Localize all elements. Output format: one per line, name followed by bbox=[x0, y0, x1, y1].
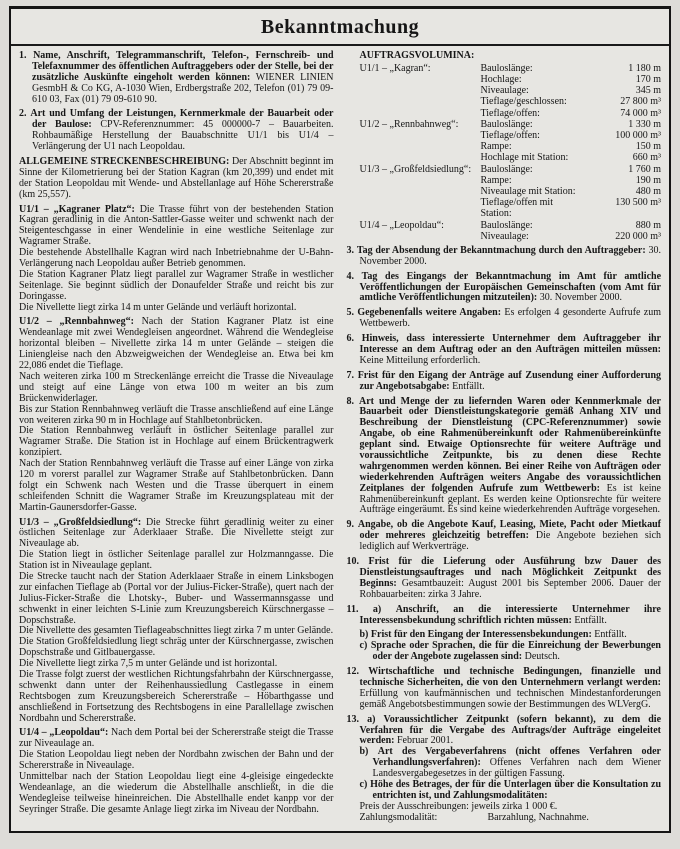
notice-item-10 bbox=[347, 557, 662, 601]
volume-row bbox=[360, 152, 662, 163]
u1-2-lead-text: Nach der Station Kagraner Platz ist eine Wendeanlage mit zwei Wendegleisen angeordnet. Während die Wendegleise horizontal bleiben – Nivellette zirka 14 m unter Gelände – steigen die Liniengleise nach den Abzweigweichen der Wendegleise an. Etwa bei km 22,086 endet die Tieflage. bbox=[19, 316, 334, 372]
volume-metric-label: Rampe: bbox=[480, 141, 512, 153]
item-6-number: 6. bbox=[346, 333, 354, 345]
volume-value: 880 m bbox=[635, 219, 661, 231]
u1-2-heading: U1/2 – „Rennbahnweg“: bbox=[19, 316, 134, 328]
u1-3-heading: U1/3 – „Großfeldsiedlung“: bbox=[19, 516, 142, 528]
u1-3-paragraph: Die Trasse folgt zuerst der westlichen Richtungsfahrbahn der Kürschnergasse, schwenkt dann unter der Reihenhaussiedlung Castlegasse in einem Rechtsbogen zum Kreuzungsbereich Schererstraße – Höbarthgasse und anschließend in Fortsetzung des Rechtsbogens in eine Parallellage zwischen Nordbahn und Schererstraße. bbox=[19, 668, 334, 724]
item-4-label: Tag des Eingangs der Bekanntmachung im Amt für amtliche Veröffentlichungen der Europäischen Gemeinschaften (vom Amt für amtliche Veröffentlichungen mitzuteilen): bbox=[359, 270, 662, 304]
notice-item-7 bbox=[347, 371, 662, 393]
notice-item-11c bbox=[347, 641, 662, 663]
u1-3-paragraph: Die Nivellette liegt zirka 7,5 m unter Gelände und ist horizontal. bbox=[19, 658, 278, 670]
notice-item-8 bbox=[347, 397, 662, 517]
volume-value: 190 m bbox=[635, 174, 661, 186]
volume-value: 660 m³ bbox=[632, 152, 661, 164]
item-5-number: 5. bbox=[346, 307, 354, 319]
u1-4-paragraph: Die Station Leopoldau liegt neben der Nordbahn zwischen der Bahn und der Schererstraße in Niveaulage. bbox=[19, 749, 334, 772]
item-11c-letter: c) bbox=[359, 640, 368, 652]
volume-value: 74 000 m³ bbox=[620, 107, 661, 119]
item-11a-letter: a) bbox=[372, 603, 382, 615]
item-10-value: Gesamtbauzeit: August 2001 bis September 2006. Dauer der Rohbauarbeiten: zirka 3 Jahre. bbox=[359, 577, 661, 600]
volume-metric-label: Rampe: bbox=[480, 174, 512, 186]
u1-1-heading: U1/1 – „Kagraner Platz“: bbox=[19, 203, 135, 215]
volume-row bbox=[360, 74, 662, 85]
u1-4-paragraph: Unmittelbar nach der Station Leopoldau liegt eine 4-gleisige eingedeckte Wendeanlage, an die wiederum die Abstellhalle anschließt, in die die Wendegleise teilweise hineinreichen. Die Abstellhalle endet kanpp vor der Seyringer Straße. Die gesamte Anlage liegt zirka im Niveau der Nordbahn. bbox=[19, 771, 334, 815]
volume-section-label bbox=[360, 108, 481, 119]
item-8-label: Art und Menge der zu liefernden Waren oder Kennmerkmale der Bauarbeit oder Dienstleistungskategorie gemäß Anhang XIV und Beschreibung der Dienstleistung (CPC-Referenznummer) sowie Angabe, ob eine Rahmenübereinkunft oder Rahmenübereinkünfte geplant sind. Etwaige Optionsrechte für weitere Aufträge und voraussichtliche Zeitpunkte, bis zu denen diese Rechte wahrgenommen werden können. Bei einer Reihe von Aufträgen oder wiederkehrenden Aufträgen weiters Angabe des voraussichtlichen Zeitplanes der folgenden Aufrufe zum Wettbewerb: bbox=[359, 395, 661, 494]
u1-1-paragraph: Die bestehende Abstellhalle Kagran wird nach Inbetriebnahme der U-Bahn-Verlängerung nach Leopoldau außer Betrieb genommen. bbox=[19, 247, 334, 270]
notice-item-9 bbox=[347, 520, 662, 553]
payment-value: Barzahlung, Nachnahme. bbox=[487, 811, 589, 823]
item-13a-label: Voraussichtlicher Zeitpunkt (sofern bekannt), zu dem die Verfahren für die Vergabe des Auftrags/der Aufträge eingeleitet werden: bbox=[359, 713, 662, 747]
item-6-value: Keine Mitteilung erforderlich. bbox=[359, 354, 481, 366]
section-u1-4 bbox=[19, 728, 334, 815]
item-8-number: 8. bbox=[346, 395, 354, 407]
u1-4-lead-text: Nach dem Portal bei der Schererstraße steigt die Trasse zur Niveaulage an. bbox=[19, 727, 334, 750]
item-11c-label: Sprache oder Sprachen, die für die Einreichung der Bewerbungen oder der Angebote zugelassen sind: bbox=[370, 640, 661, 663]
volume-metric-label: Hochlage: bbox=[480, 74, 522, 86]
item-5-label: Gegebenenfalls weitere Angaben: bbox=[357, 307, 502, 319]
volume-section-label bbox=[360, 186, 481, 197]
payment-row bbox=[347, 813, 662, 824]
section-general-description bbox=[19, 157, 334, 201]
item-13-number: 13. bbox=[346, 713, 359, 725]
item-12-label: Wirtschaftliche und technische Bedingungen, finanzielle und technische Sicherheiten, die von den Unternehmern verlangt werden: bbox=[359, 666, 661, 688]
volume-section-label: U1/1 – „Kagran“: bbox=[359, 62, 431, 74]
u1-3-paragraph: Die Nivellette des gesamten Tieflageabschnittes liegt zirka 7 m unter Gelände. bbox=[19, 625, 334, 637]
volume-value: 170 m bbox=[635, 74, 661, 86]
volume-row bbox=[360, 108, 662, 119]
u1-1-paragraph: Die Nivellette liegt zirka 14 m unter Gelände und verläuft horizontal. bbox=[19, 301, 297, 313]
item-11b-letter: b) bbox=[359, 629, 369, 641]
volume-metric-label: Bauloslänge: bbox=[480, 163, 533, 175]
item-2-value: CPV-Referenznummer: 45 000000-7 – Bauarbeiten. Rohbaumäßige Herstellung der Bauabschnitte U1/1 bis U1/4 – Verlängerung der U1 nach Leopoldau. bbox=[32, 119, 334, 153]
volume-metric-label: Bauloslänge: bbox=[480, 62, 533, 74]
notice-item-11 bbox=[347, 605, 662, 627]
section-u1-1 bbox=[19, 205, 334, 314]
tender-price-line: Preis der Ausschreibungen: jeweils zirka 1 000 €. bbox=[359, 800, 558, 812]
volume-section-label bbox=[360, 130, 481, 141]
payment-label: Zahlungsmodalität: bbox=[359, 811, 438, 823]
volume-metric-label: Tieflage/offen: bbox=[480, 130, 540, 142]
volume-section-label bbox=[360, 175, 481, 186]
item-2-number: 2. bbox=[19, 108, 27, 120]
volume-metric-label: Tieflage/geschlossen: bbox=[480, 96, 567, 108]
u1-2-paragraph: Die Station Rennbahnweg verläuft in östlicher Seitenlage parallel zur Wagramer Straße. Die Station ist in Hochlage auf einem Brückentragwerk konzipiert. bbox=[19, 425, 334, 459]
right-column bbox=[347, 51, 662, 824]
item-1-label: Name, Anschrift, Telegrammanschrift, Telefon-, Fernschreib- und Telefaxnummer des öffentlichen Auftraggebers oder der Stelle, bei der zusätzliche Auskünfte eingeholt werden können: bbox=[32, 50, 334, 83]
volume-value: 150 m bbox=[635, 141, 661, 153]
item-11a-label: Anschrift, an die interessierte Unternehmer ihre Interessensbekundung schriftlich richten müssen: bbox=[359, 603, 661, 626]
volume-value: 1 760 m bbox=[628, 163, 661, 175]
u1-3-paragraph: Die Strecke taucht nach der Station Aderklaaer Straße in einem Linksbogen zur einfachen Tieflage ab (Portal vor der Julius-Ficker-Straße), quert nach der Julius-Ficker-Straße die Lhotsky-, Buber- und Wassermannsgasse und schwenkt in einer leichten S-Linie zum Kreuzungsbereich Kürschnergasse – Dopschstraße. bbox=[19, 570, 334, 626]
item-7-number: 7. bbox=[346, 369, 354, 381]
volume-row bbox=[360, 164, 662, 175]
item-13b-value: Offenes Verfahren nach dem Wiener Landesvergabegesetzes in der gültigen Fassung. bbox=[372, 757, 661, 780]
volume-row bbox=[360, 130, 662, 141]
item-7-label: Frist für den Eigang der Anträge auf Zusendung einer Aufforderung zur Angebotsabgabe: bbox=[357, 369, 662, 392]
item-3-number: 3. bbox=[346, 244, 354, 256]
volume-section-label bbox=[360, 74, 481, 85]
volume-metric-label: Niveaulage: bbox=[480, 230, 529, 242]
item-13c-letter: c) bbox=[359, 778, 368, 790]
volume-section-label: U1/3 – „Großfeldsiedlung“: bbox=[359, 163, 472, 175]
volume-value: 27 800 m³ bbox=[620, 96, 661, 108]
section-u1-2 bbox=[19, 317, 334, 513]
volume-section-label bbox=[360, 197, 481, 219]
content-columns bbox=[11, 46, 669, 824]
item-11b-value: Entfällt. bbox=[594, 629, 627, 641]
volume-section-label bbox=[360, 96, 481, 107]
item-11c-value: Deutsch. bbox=[524, 651, 560, 663]
volume-section-label bbox=[360, 231, 481, 242]
u1-2-paragraph: Bis zur Station Rennbahnweg verläuft die Trasse anschließend auf eine Länge von weiteren zirka 90 m in Hochlage auf Stahlbetonbrücken. bbox=[19, 403, 334, 426]
volume-row bbox=[360, 175, 662, 186]
item-1-value: WIENER LINIEN GesmbH & Co KG, A-1030 Wien, Erdbergstraße 202, Telefon (01) 79 09-610 03, Fax (01) 79 09-610 90. bbox=[32, 71, 334, 105]
u1-4-lead bbox=[19, 728, 334, 750]
u1-1-lead-text: Die Trasse führt von der bestehenden Station Kagran geradlinig in die Anton-Sattler-Gasse weiter und schwenkt nach der Steigenteschgasse in einer Wendelinie in eine westliche Seitenlage zur Wagramer Straße. bbox=[19, 203, 334, 248]
u1-3-paragraph: Die Station liegt in östlicher Seitenlage parallel zur Holzmanngasse. Die Station ist in Niveaulage geplant. bbox=[19, 549, 334, 572]
volume-value: 480 m bbox=[635, 185, 661, 197]
left-column bbox=[19, 51, 334, 824]
notice-item-13c bbox=[347, 780, 662, 802]
volume-section-label bbox=[360, 152, 481, 163]
item-12-value: Erfüllung von kaufmännischen und technischen Mindestanforderungen gemäß Angebotsbestimmungen sowie der Bestimmungen des WLVergG. bbox=[359, 687, 661, 710]
item-3-value: 30. November 2000. bbox=[359, 244, 662, 267]
notice-item-3 bbox=[347, 246, 662, 268]
item-1-number: 1. bbox=[19, 50, 27, 61]
volume-value: 100 000 m³ bbox=[615, 130, 661, 142]
item-6-label: Hinweis, dass interessierte Unternehmer dem Auftraggeber ihr Interesse an dem Auftrag oder an den Aufträgen mitteilen müssen: bbox=[359, 333, 661, 356]
volume-row bbox=[360, 96, 662, 107]
volume-value: 1 180 m bbox=[628, 62, 661, 74]
item-2-label: Art und Umfang der Leistungen, Kernmerkmale der Bauarbeit oder der Baulose: bbox=[30, 108, 334, 131]
volume-row bbox=[360, 63, 662, 74]
item-7-value: Entfällt. bbox=[452, 380, 485, 392]
notice-item-5 bbox=[347, 308, 662, 330]
volume-row bbox=[360, 220, 662, 231]
general-description-heading: ALLGEMEINE STRECKENBESCHREIBUNG: bbox=[19, 156, 230, 168]
volume-metric-label: Tieflage/offen: bbox=[480, 107, 540, 119]
item-13a-letter: a) bbox=[367, 713, 376, 725]
item-11b-label: Frist für den Eingang der Interessensbekundungen: bbox=[370, 629, 592, 641]
general-description-text: Der Abschnitt beginnt im Sinne der Kilometrierung bei der Station Kagran (km 20,399) und endet mit der Station Leopoldau mit Wende- und Abstellanlage auf Höhe Schererstraße (km 25,557). bbox=[19, 156, 334, 200]
item-13b-letter: b) bbox=[359, 746, 369, 758]
u1-3-lead-text: Die Strecke führt geradlinig weiter zu einer östlichen Seitenlage zur Aderklaaer Straße. Die Nivellette steigt zur Niveaulage ab. bbox=[19, 516, 334, 550]
volume-row bbox=[360, 141, 662, 152]
item-13b-label: Art des Vergabeverfahrens (nicht offenes Verfahren oder Verhandlungsverfahren): bbox=[372, 746, 662, 769]
item-10-label: Frist für die Lieferung oder Ausführung bzw Dauer des Dienstleistungsauftrages und nach Möglichkeit Zeitpunkt des Beginns: bbox=[359, 556, 661, 589]
volumes-table bbox=[360, 63, 662, 242]
u1-1-paragraph: Die Station Kagraner Platz liegt parallel zur Wagramer Straße in westlicher Seitenlage. Sie beginnt südlich der Donaufelder Straße und reicht bis zur Doringasse. bbox=[19, 268, 334, 302]
u1-2-paragraph: Nach der Station Rennbahnweg verläuft die Trasse auf einer Länge von zirka 120 m vorerst parallel zur Wagramer Straße auf Stahlbetonbrücken. Dann folgt ein Schwenk nach Westen und die Trasse überquert in einem schleifenden Schnitt die Wagramer Straße im Kreuzungsplateau mit der Martin-Gaunersdorfer-Gasse. bbox=[19, 458, 334, 513]
volume-section-label: U1/2 – „Rennbahnweg“: bbox=[359, 118, 459, 130]
volume-value: 130 500 m³ bbox=[615, 197, 661, 209]
volume-row bbox=[360, 119, 662, 130]
notice-item-1 bbox=[19, 51, 334, 105]
item-4-number: 4. bbox=[346, 270, 354, 282]
page-title: Bekanntmachung bbox=[11, 9, 669, 46]
item-13c-label: Höhe des Betrages, der für die Unterlagen über die Konsultation zu entrichten ist, und Zahlungsmodalitäten: bbox=[370, 778, 662, 801]
volume-metric-label: Niveaulage: bbox=[480, 85, 529, 97]
notice-item-4 bbox=[347, 272, 662, 305]
u1-2-paragraph: Nach weiteren zirka 100 m Streckenlänge erreicht die Trasse die Niveaulage und steigt auf eine Länge von etwa 100 m weiter an bis zum Brückenwiderlager. bbox=[19, 370, 334, 404]
volume-section-label bbox=[360, 141, 481, 152]
volume-section-label: U1/4 – „Leopoldau“: bbox=[359, 219, 444, 231]
notice-item-13 bbox=[347, 715, 662, 748]
u1-1-lead bbox=[19, 205, 334, 249]
item-11-number: 11. bbox=[346, 603, 359, 615]
volume-row bbox=[360, 197, 662, 219]
volume-metric-label: Bauloslänge: bbox=[480, 219, 533, 231]
notice-item-13b bbox=[347, 747, 662, 780]
general-description-lead bbox=[19, 157, 334, 201]
item-4-value: 30. November 2000. bbox=[539, 292, 622, 304]
volume-row bbox=[360, 231, 662, 242]
section-u1-3 bbox=[19, 518, 334, 725]
u1-3-paragraph: Die Station Großfeldsiedlung liegt schräg unter der Kürschnergasse, zwischen Dopschstraße und Gitlbauergasse. bbox=[19, 636, 334, 659]
volume-value: 1 330 m bbox=[628, 118, 661, 130]
item-11a-value: Entfällt. bbox=[574, 614, 607, 626]
item-3-label: Tag der Absendung der Bekanntmachung durch den Auftraggeber: bbox=[356, 244, 646, 256]
volume-metric-label: Hochlage mit Station: bbox=[480, 152, 569, 164]
u1-3-lead bbox=[19, 518, 334, 551]
item-13a-value: Februar 2001. bbox=[397, 735, 454, 747]
item-9-value: Die Angebote beziehen sich lediglich auf Werkverträge. bbox=[359, 530, 662, 553]
u1-2-lead bbox=[19, 317, 334, 371]
notice-item-2 bbox=[19, 109, 334, 153]
volume-value: 220 000 m³ bbox=[615, 230, 661, 242]
item-9-number: 9. bbox=[346, 519, 354, 531]
volume-metric-label: Bauloslänge: bbox=[480, 118, 533, 130]
item-8-value: Es ist keine Rahmenübereinkunft geplant. Es werden keine Optionsrechte für weitere Aufträge eingeräumt. Es sind keine wiederkehrenden Aufträge vorgesehen. bbox=[359, 482, 661, 516]
volume-row bbox=[360, 85, 662, 96]
volume-metric-label: Tieflage/offen mit Station: bbox=[480, 197, 553, 220]
item-12-number: 12. bbox=[346, 666, 359, 678]
notice-border-frame bbox=[9, 6, 671, 833]
u1-4-heading: U1/4 – „Leopoldau“: bbox=[19, 727, 109, 739]
volume-value: 345 m bbox=[635, 85, 661, 97]
notice-item-12 bbox=[347, 667, 662, 711]
volumes-heading: AUFTRAGSVOLUMINA: bbox=[359, 50, 475, 61]
notice-item-6 bbox=[347, 334, 662, 367]
item-10-number: 10. bbox=[346, 556, 359, 568]
volume-metric-label: Niveaulage mit Station: bbox=[480, 185, 576, 197]
item-9-label: Angabe, ob die Angebote Kauf, Leasing, Miete, Pacht oder Mietkauf oder mehreres gleichzeitig betreffen: bbox=[357, 519, 662, 542]
volume-row bbox=[360, 186, 662, 197]
item-5-value: Es erfolgen 4 gesonderte Aufrufe zum Wettbewerb. bbox=[359, 307, 662, 330]
volume-section-label bbox=[360, 85, 481, 96]
